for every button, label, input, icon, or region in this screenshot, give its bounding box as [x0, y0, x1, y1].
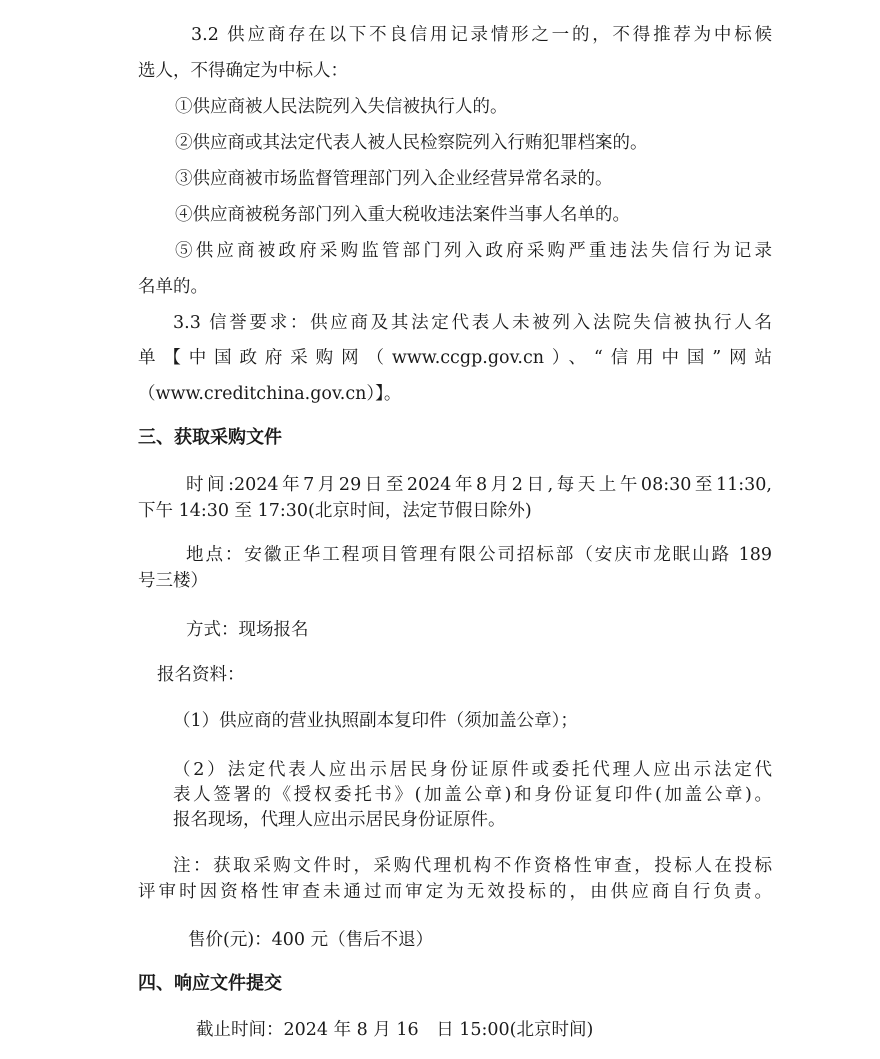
- reputation-clause-line3: （www.creditchina.gov.cn）】。: [138, 384, 402, 404]
- time-line1: 时间:2024年7月29日至2024年8月2日,每天上午08:30至11:30,: [186, 475, 772, 495]
- price-line: 售价(元)：400 元（售后不退）: [188, 930, 434, 950]
- deadline-line: 截止时间：2024 年 8 月 16 日 15:00(北京时间): [196, 1020, 594, 1040]
- credit-item-5-line1: ⑤供应商被政府采购监管部门列入政府采购严重违法失信行为记录: [175, 241, 772, 261]
- credit-item-1: ①供应商被人民法院列入失信被执行人的。: [175, 97, 508, 117]
- note-line1: 注：获取采购文件时，采购代理机构不作资格性审查，投标人在投标: [173, 856, 772, 876]
- note-line2: 评审时因资格性审查未通过而审定为无效投标的，由供应商自行负责。: [138, 882, 772, 902]
- material-2-line3: 报名现场，代理人应出示居民身份证原件。: [173, 810, 506, 830]
- material-2-line1: （2）法定代表人应出示居民身份证原件或委托代理人应出示法定代: [173, 760, 772, 780]
- reputation-clause-line1: 3.3 信誉要求：供应商及其法定代表人未被列入法院失信被执行人名: [173, 313, 772, 333]
- place-line2: 号三楼）: [138, 571, 208, 591]
- material-2-line2: 表人签署的《授权委托书》(加盖公章)和身份证复印件(加盖公章)。: [173, 785, 772, 805]
- materials-label: 报名资料：: [157, 665, 245, 685]
- reputation-clause-line2: 单【中国政府采购网（www.ccgp.gov.cn）、“信用中国”网站: [138, 348, 772, 368]
- time-line2: 下午 14:30 至 17:30(北京时间，法定节假日除外): [138, 501, 532, 521]
- credit-item-5-line2: 名单的。: [138, 277, 208, 297]
- credit-item-3: ③供应商被市场监督管理部门列入企业经营异常名录的。: [175, 169, 613, 189]
- material-1: （1）供应商的营业执照副本复印件（须加盖公章）；: [173, 711, 578, 731]
- section-4-heading: 四、响应文件提交: [138, 973, 282, 994]
- section-3-heading: 三、获取采购文件: [138, 427, 282, 448]
- credit-item-4: ④供应商被税务部门列入重大税收违法案件当事人名单的。: [175, 205, 630, 225]
- place-line1: 地点：安徽正华工程项目管理有限公司招标部（安庆市龙眠山路 189: [186, 545, 772, 565]
- method-line: 方式：现场报名: [186, 620, 309, 640]
- credit-clause-intro-line1: 3.2 供应商存在以下不良信用记录情形之一的，不得推荐为中标候: [191, 25, 772, 45]
- credit-clause-intro-line2: 选人，不得确定为中标人：: [138, 61, 348, 81]
- credit-item-2: ②供应商或其法定代表人被人民检察院列入行贿犯罪档案的。: [175, 133, 648, 153]
